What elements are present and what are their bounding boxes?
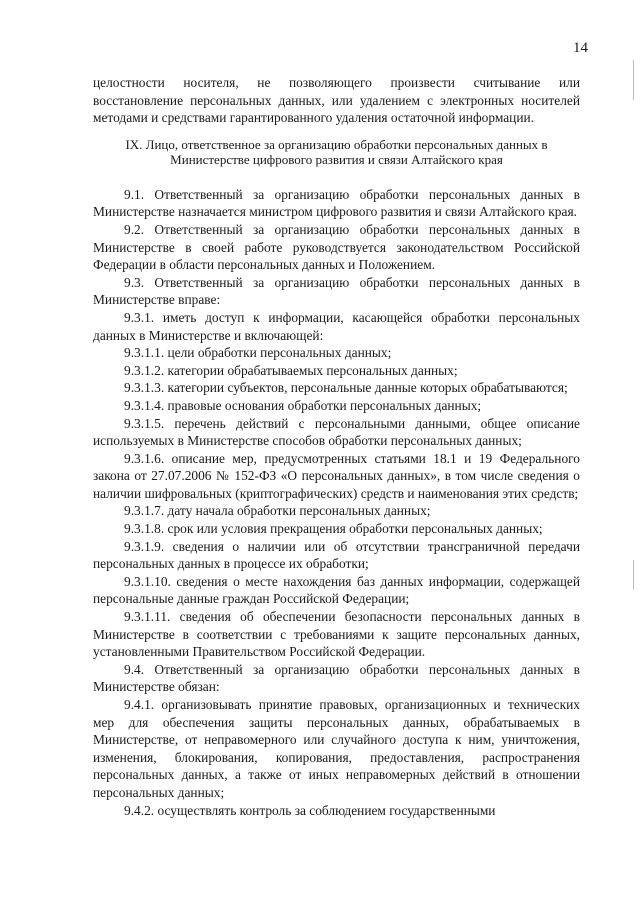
paragraph-9-4-1: 9.4.1. организовывать принятие правовых, организационных и технических мер для обеспечения защиты персональных данных, обрабатываемых в Министерстве, от неправомерного или случайного доступа к ним, уничтожения, изменения, блокирования, копирования, предоставления, распространения персональных данных, а также от иных неправомерных действий в отношении персональных данных; xyxy=(93,697,580,800)
document-body xyxy=(93,74,580,819)
paragraph-9-3-1: 9.3.1. иметь доступ к информации, касающейся обработки персональных данных в Министерстве и включающей: xyxy=(93,309,580,343)
scan-edge-mark xyxy=(633,560,634,590)
paragraph-9-3-1-10: 9.3.1.10. сведения о месте нахождения баз данных информации, содержащей персональные данные граждан Российской Федерации; xyxy=(93,573,580,607)
paragraph-9-2: 9.2. Ответственный за организацию обработки персональных данных в Министерстве в своей работе руководствуется законодательством Российской Федерации в области персональных данных и Положением. xyxy=(93,221,580,273)
paragraph-9-3-1-3: 9.3.1.3. категории субъектов, персональные данные которых обрабатываются; xyxy=(124,380,568,396)
paragraph-9-3-1-7: 9.3.1.7. дату начала обработки персональных данных; xyxy=(124,503,431,519)
paragraph-9-3-1-11: 9.3.1.11. сведения об обеспечении безопасности персональных данных в Министерстве в соответствии с требованиями к защите персональных данных, установленными Правительством Российской Федерации. xyxy=(93,609,580,660)
paragraph-9-4-2: 9.4.2. осуществлять контроль за соблюдением государственными xyxy=(124,802,496,818)
scan-edge-mark xyxy=(633,60,634,100)
section-heading-line-1: IX. Лицо, ответственное за организацию обработки персональных данных в xyxy=(125,136,548,152)
page-number: 14 xyxy=(573,40,588,56)
paragraph-9-3-1-6: 9.3.1.6. описание мер, предусмотренных статьями 18.1 и 19 Федерального закона от 27.07.2006 № 152-ФЗ «О персональных данных», в том числе сведения о наличии шифровальных (криптографических) средств и наименования этих средств; xyxy=(93,450,580,501)
paragraph-9-3-1-4: 9.3.1.4. правовые основания обработки персональных данных; xyxy=(124,397,482,413)
paragraph-9-3-1-9: 9.3.1.9. сведения о наличии или об отсутствии трансграничной передачи персональных данных в процессе их обработки; xyxy=(93,538,580,572)
paragraph-9-3-1-2: 9.3.1.2. категории обрабатываемых персональных данных; xyxy=(124,362,458,378)
section-heading-line-2: Министерстве цифрового развития и связи Алтайского края xyxy=(170,152,503,168)
intro-paragraph: целостности носителя, не позволяющего произвести считывание или восстановление персональных данных, или удалением с электронных носителей методами и средствами гарантированного удаления остаточной информации. xyxy=(93,75,580,126)
paragraph-9-3: 9.3. Ответственный за организацию обработки персональных данных в Министерстве вправе: xyxy=(93,274,580,308)
section-heading xyxy=(93,137,580,168)
paragraph-9-1: 9.1. Ответственный за организацию обработки персональных данных в Министерстве назначается министром цифрового развития и связи Алтайского края. xyxy=(93,186,580,220)
paragraph-9-4: 9.4. Ответственный за организацию обработки персональных данных в Министерстве обязан: xyxy=(93,661,580,695)
paragraph-9-3-1-8: 9.3.1.8. срок или условия прекращения обработки персональных данных; xyxy=(124,521,543,537)
paragraph-9-3-1-1: 9.3.1.1. цели обработки персональных данных; xyxy=(124,345,392,361)
paragraph-9-3-1-5: 9.3.1.5. перечень действий с персональными данными, общее описание используемых в Министерстве способов обработки персональных данных; xyxy=(93,415,580,449)
